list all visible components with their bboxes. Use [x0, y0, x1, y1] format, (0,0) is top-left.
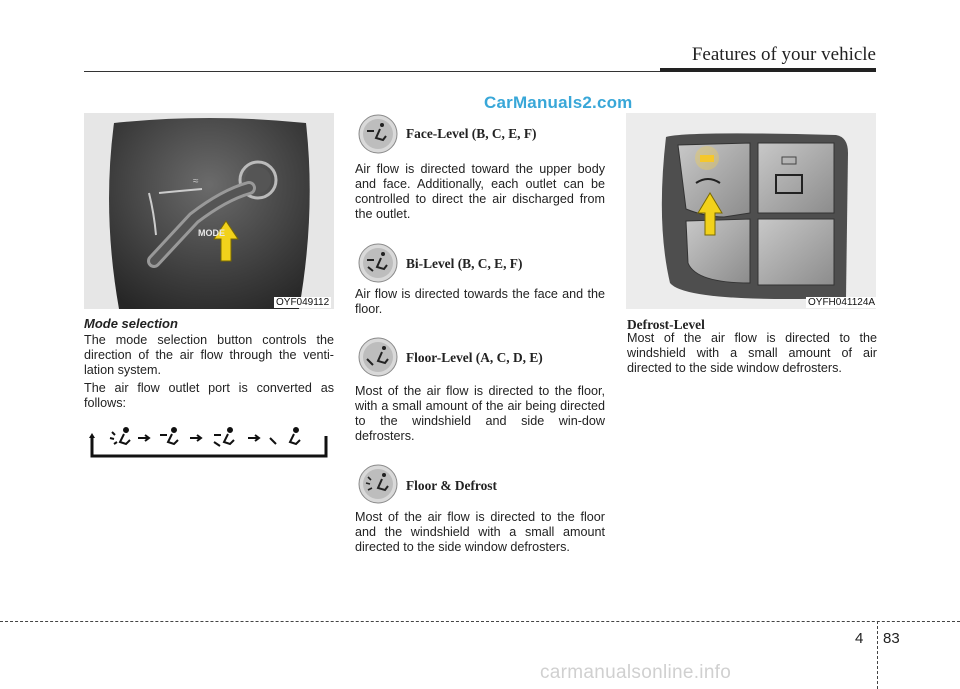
floor-level-title: Floor-Level (A, C, D, E) — [406, 350, 543, 365]
floor-defrost-text: Most of the air flow is directed to the floor and the windshield with a small amount directed to the side window defrosters. — [355, 510, 605, 554]
svg-text:≈: ≈ — [193, 176, 199, 187]
chapter-number: 4 — [855, 630, 864, 647]
floor-level-icon — [358, 337, 398, 377]
face-level-title: Face-Level (B, C, E, F) — [406, 126, 537, 141]
photo-code-left: OYF049112 — [276, 297, 330, 308]
bi-level-title: Bi-Level (B, C, E, F) — [406, 256, 523, 271]
bi-level-icon — [358, 243, 398, 283]
mode-selection-heading: Mode selection — [84, 316, 178, 331]
floor-defrost-icon — [358, 464, 398, 504]
section-title: Features of your vehicle — [691, 44, 876, 65]
defrost-level-text: Most of the air flow is directed to the windshield with a small amount of air directed to the side window defrosters. — [627, 331, 877, 375]
mode-cycle-diagram — [88, 424, 330, 458]
face-level-text: Air flow is directed toward the upper body and face. Additionally, each outlet can be controlled to direct the air discharged from the outlet. — [355, 162, 605, 221]
defrost-panel-illustration — [626, 113, 876, 309]
face-level-icon — [358, 114, 398, 154]
header-rule-accent — [660, 68, 876, 72]
watermark-top: CarManuals2.com — [484, 93, 633, 112]
mode-button-label: MODE — [198, 228, 225, 238]
photo-code-right: OYFH041124A — [808, 297, 876, 308]
mode-button-photo — [84, 113, 334, 309]
footer-divider — [877, 621, 878, 689]
mode-selection-paragraph: The mode selection button controls the direction of the air flow through the venti-lation system. — [84, 333, 334, 377]
floor-level-text: Most of the air flow is directed to the floor, with a small amount of the air being directed to the windshield and side win-dow defrosters. — [355, 384, 605, 443]
page-number: 83 — [883, 630, 900, 647]
defrost-button-photo — [626, 113, 876, 309]
defrost-level-title: Defrost-Level — [627, 317, 705, 332]
watermark-bottom: carmanualsonline.info — [540, 662, 732, 683]
floor-defrost-title: Floor & Defrost — [406, 478, 497, 493]
bi-level-text: Air flow is directed towards the face and the floor. — [355, 287, 605, 316]
outlet-conversion-paragraph: The air flow outlet port is converted as follows: — [84, 381, 334, 410]
mode-cycle-bracket-icon — [88, 424, 330, 458]
footer-rule — [0, 621, 960, 622]
mode-knob-illustration — [84, 113, 334, 309]
